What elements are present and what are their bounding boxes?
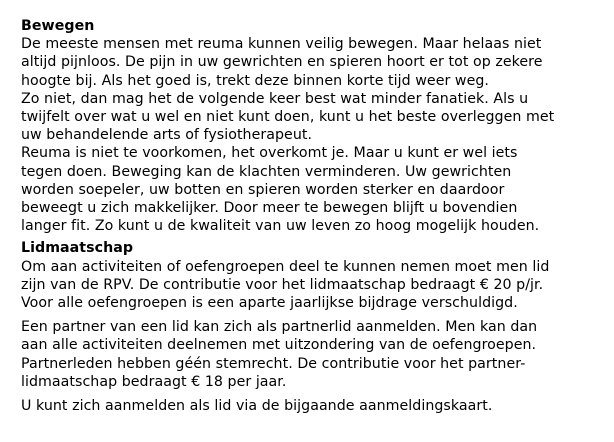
text-line: lidmaatschap bedraagt € 18 per jaar.: [21, 373, 287, 390]
paragraph-membership-fee: [21, 258, 609, 313]
section-bewegen: [21, 17, 609, 235]
paragraph-registration: [21, 397, 609, 415]
text-line: langer fit. Zo kunt u de kwaliteit van uw leven zo hoog mogelijk houden.: [21, 218, 540, 235]
section-heading-bewegen: Bewegen: [21, 18, 95, 34]
text-line: Reuma is niet te voorkomen, het overkomt je. Maar u kunt er wel iets: [21, 145, 518, 162]
section-heading-lidmaatschap: Lidmaatschap: [21, 240, 134, 257]
text-line: Partnerleden hebben géén stemrecht. De contributie voor het partner-: [21, 355, 526, 372]
text-line: tegen doen. Beweging kan de klachten verminderen. Uw gewrichten: [21, 163, 512, 180]
text-line: uw behandelende arts of fysiotherapeut.: [21, 127, 313, 144]
text-line: De meeste mensen met reuma kunnen veilig bewegen. Maar helaas niet: [21, 36, 542, 53]
section-lidmaatschap: [21, 239, 609, 415]
document-page: [21, 17, 609, 415]
text-line: beweegt u zich makkelijker. Door meer te bewegen blijft u bovendien: [21, 200, 518, 217]
text-line: hoogte bij. Als het goed is, trekt deze binnen korte tijd weer weg.: [21, 72, 489, 89]
text-line: aan alle activiteiten deelnemen met uitzondering van de oefengroepen.: [21, 337, 537, 354]
text-line: Zo niet, dan mag het de volgende keer best wat minder fanatiek. Als u: [21, 90, 529, 107]
text-line: worden soepeler, uw botten en spieren worden sterker en daardoor: [21, 181, 505, 198]
text-line: U kunt zich aanmelden als lid via de bijgaande aanmeldingskaart.: [21, 398, 493, 415]
paragraph-bewegen: [21, 35, 609, 235]
text-line: zijn van de RPV. De contributie voor het lidmaatschap bedraagt € 20 p/jr.: [21, 276, 544, 293]
paragraph-partner-membership: [21, 318, 609, 391]
text-line: Om aan activiteiten of oefengroepen deel te kunnen nemen moet men lid: [21, 258, 550, 275]
text-line: altijd pijnloos. De pijn in uw gewrichten en spieren hoort er tot op zekere: [21, 54, 543, 71]
text-line: Een partner van een lid kan zich als partnerlid aanmelden. Men kan dan: [21, 319, 538, 336]
text-line: Voor alle oefengroepen is een aparte jaarlijkse bijdrage verschuldigd.: [21, 295, 518, 312]
text-line: twijfelt over wat u wel en niet kunt doen, kunt u het beste overleggen met: [21, 109, 555, 126]
